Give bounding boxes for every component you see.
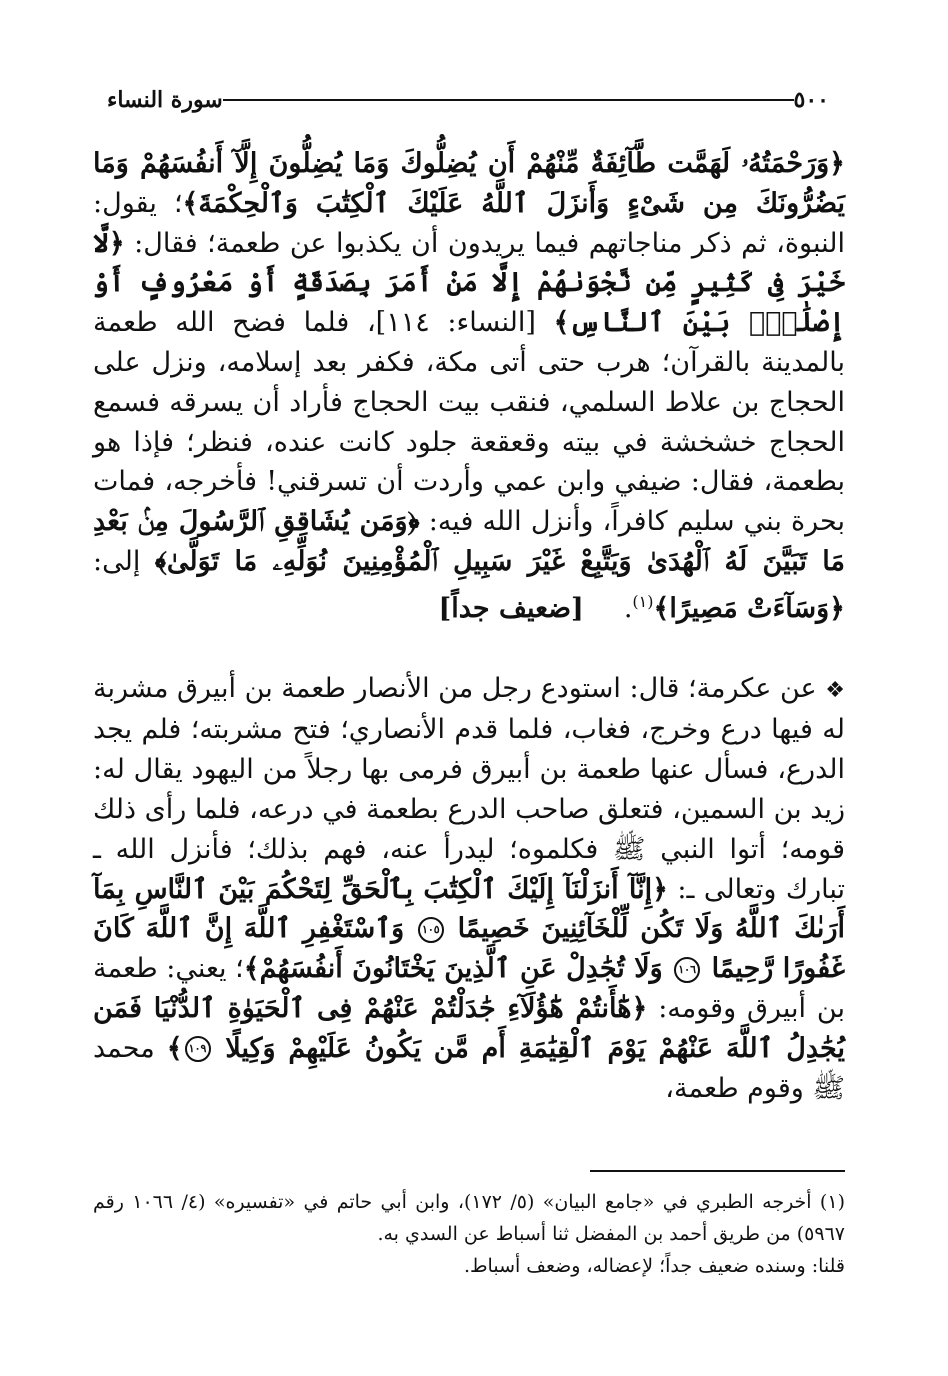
page-number: ٥٠٠: [793, 87, 829, 113]
quran-quote: ﴿لَّا خَيْرَ فِى كَثِيرٍ مِّن نَّجْوَىٰهُمْ إِلَّا مَنْ أَمَرَ بِصَدَقَةٍ أَوْ مَعْرُوفٍ أَوْ إِصْلَٰحٍۭ بَيْنَ ٱلنَّاسِ﴾: [93, 227, 845, 339]
footnote-1: (١) أخرجه الطبري في «جامع البيان» (٥/ ١٧٢)، وابن أبي حاتم في «تفسيره» (٤/ ١٠٦٦ رقم ٥٩٦٧) من طريق أحمد بن المفضل ثنا أسباط عن السدي به.: [93, 1191, 845, 1245]
ayah-number: ١٠٩: [185, 1036, 211, 1062]
prose: ؛ يعني: طعمة بن أبيرق وقومه:: [93, 953, 845, 1024]
header-rule: [223, 99, 794, 101]
paragraph-2: [93, 669, 845, 1109]
quran-quote: ﴿هَٰٓأَنتُمْ هَٰٓؤُلَآءِ جَٰدَلْتُمْ عَنْهُمْ فِى ٱلْحَيَوٰةِ ٱلدُّنْيَا فَمَن يُجَٰدِلُ ٱللَّهَ عَنْهُمْ يَوْمَ ٱلْقِيَٰمَةِ أَم مَّن يَكُونُ عَلَيْهِمْ وَكِيلًا ١٠٩﴾: [93, 992, 845, 1064]
main-text: [93, 144, 845, 1108]
footnotes: [93, 1186, 845, 1282]
paragraph-1: ﴿وَرَحْمَتُهُۥ لَهَمَّت طَّآئِفَةٌ مِّنْهُمْ أَن يُضِلُّوكَ وَمَا يُضِلُّونَ إِلَّآ أَنفُسَهُمْ وَمَا يَضُرُّونَكَ مِن شَىْءٍ وَأَنزَلَ ٱللَّهُ عَلَيْكَ ٱلْكِتَٰبَ وَٱلْحِكْمَةَ﴾؛ يقول: النبوة، ثم ذكر مناجاتهم فيما يريدون أن يكذبوا عن طعمة؛ فقال: ﴿لَّا خَيْرَ فِى كَثِيرٍ مِّن نَّجْوَىٰهُمْ إِلَّا مَنْ أَمَرَ بِصَدَقَةٍ أَوْ مَعْرُوفٍ أَوْ إِصْلَٰحٍۭ بَيْنَ ٱلنَّاسِ﴾ [النساء: ١١٤]، فلما فضح الله طعمة بالمدينة بالقرآن؛ هرب حتى أتى مكة، فكفر بعد إسلامه، ونزل على الحجاج بن علاط السلمي، فنقب بيت الحجاج فأراد أن يسرقه فسمع الحجاج خشخشة في بيته وقعقعة جلود كانت عنده، فنظر؛ فإذا هو بطعمة، فقال: ضيفي وابن عمي وأردت أن تسرقني! فأخرجه، فمات بحرة بني سليم كافراً، وأنزل الله فيه: ﴿وَمَن يُشَاقِقِ ٱلرَّسُولَ مِنۢ بَعْدِ مَا تَبَيَّنَ لَهُ ٱلْهُدَىٰ وَيَتَّبِعْ غَيْرَ سَبِيلِ ٱلْمُؤْمِنِينَ نُوَلِّهِۦ مَا تَوَلَّىٰ﴾ إلى: ﴿وَسَآءَتْ مَصِيرًا﴾$^{(١)}$.[ضعيف جداً]: [93, 148, 846, 624]
prose: عن عكرمة؛ قال: استودع رجل من الأنصار طعمة بن أبيرق مشربة له فيها درع وخرج، فغاب، فلما قدم الأنصاري؛ فتح مشربته؛ فلم يجد الدرع، فسأل عنها طعمة بن أبيرق فرمى بها رجلاً من اليهود يقال له: زيد بن السمين، فتعلق صاحب الدرع بطعمة في درعه، فلما رأى ذلك قومه؛ أتوا النبي ﷺ فكلموه؛ ليدرأ عنه، فهم بذلك؛ فأنزل الله ـ تبارك وتعالى ـ:: [93, 672, 845, 905]
footnote-reference: (١): [632, 591, 654, 611]
footnote-1-comment: قلنا: وسنده ضعيف جداً؛ لإعضاله، وضعف أسباط.: [463, 1255, 845, 1277]
prose: محمد ﷺ وقوم طعمة،: [93, 1032, 845, 1104]
quran-quote: ﴿إِنَّآ أَنزَلْنَآ إِلَيْكَ ٱلْكِتَٰبَ بِٱلْحَقِّ لِتَحْكُمَ بَيْنَ ٱلنَّاسِ بِمَآ أَرَىٰكَ ٱللَّهُ وَلَا تَكُن لِّلْخَآئِنِينَ خَصِيمًا ١٠٥ وَٱسْتَغْفِرِ ٱللَّهَ إِنَّ ٱللَّهَ كَانَ غَفُورًا رَّحِيمًا ١٠٦ وَلَا تُجَٰدِلْ عَنِ ٱلَّذِينَ يَخْتَانُونَ أَنفُسَهُمْ﴾: [93, 873, 846, 985]
quran-quote: ﴿وَمَن يُشَاقِقِ ٱلرَّسُولَ مِنۢ بَعْدِ مَا تَبَيَّنَ لَهُ ٱلْهُدَىٰ وَيَتَّبِعْ غَيْرَ سَبِيلِ ٱلْمُؤْمِنِينَ نُوَلِّهِۦ مَا تَوَلَّىٰ﴾: [93, 506, 845, 577]
hadith-grade: [ضعيف جداً]: [438, 592, 584, 624]
running-header: [93, 80, 845, 120]
quran-quote: ﴿وَرَحْمَتُهُۥ لَهَمَّت طَّآئِفَةٌ مِّنْهُمْ أَن يُضِلُّوكَ وَمَا يُضِلُّونَ إِلَّآ أَنفُسَهُمْ وَمَا يَضُرُّونَكَ مِن شَىْءٍ وَأَنزَلَ ٱللَّهُ عَلَيْكَ ٱلْكِتَٰبَ وَٱلْحِكْمَةَ﴾: [93, 148, 846, 219]
prose: [النساء: ١١٤]، فلما فضح الله طعمة بالمدينة بالقرآن؛ هرب حتى أتى مكة، فكفر بعد إسلامه، ونزل على الحجاج بن علاط السلمي، فنقب بيت الحجاج فأراد أن يسرقه فسمع الحجاج خشخشة في بيته وقعقعة جلود كانت عنده، فنظر؛ فإذا هو بطعمة، فقال: ضيفي وابن عمي وأردت أن تسرقني! فأخرجه، فمات بحرة بني سليم كافراً، وأنزل الله فيه:: [93, 307, 845, 538]
paragraph-marker-icon: ❖: [825, 677, 846, 703]
ayah-number: ١٠٥: [418, 917, 444, 943]
prose: ؛ يقول: النبوة، ثم ذكر مناجاتهم فيما يريدون أن يكذبوا عن طعمة؛ فقال:: [93, 187, 845, 259]
ayah-number: ١٠٦: [674, 957, 700, 983]
footnote-rule: [590, 1170, 845, 1172]
surah-title: سورة النساء: [107, 87, 223, 113]
prose: إلى:: [93, 545, 141, 577]
quran-quote: ﴿وَسَآءَتْ مَصِيرًا﴾: [653, 592, 845, 624]
